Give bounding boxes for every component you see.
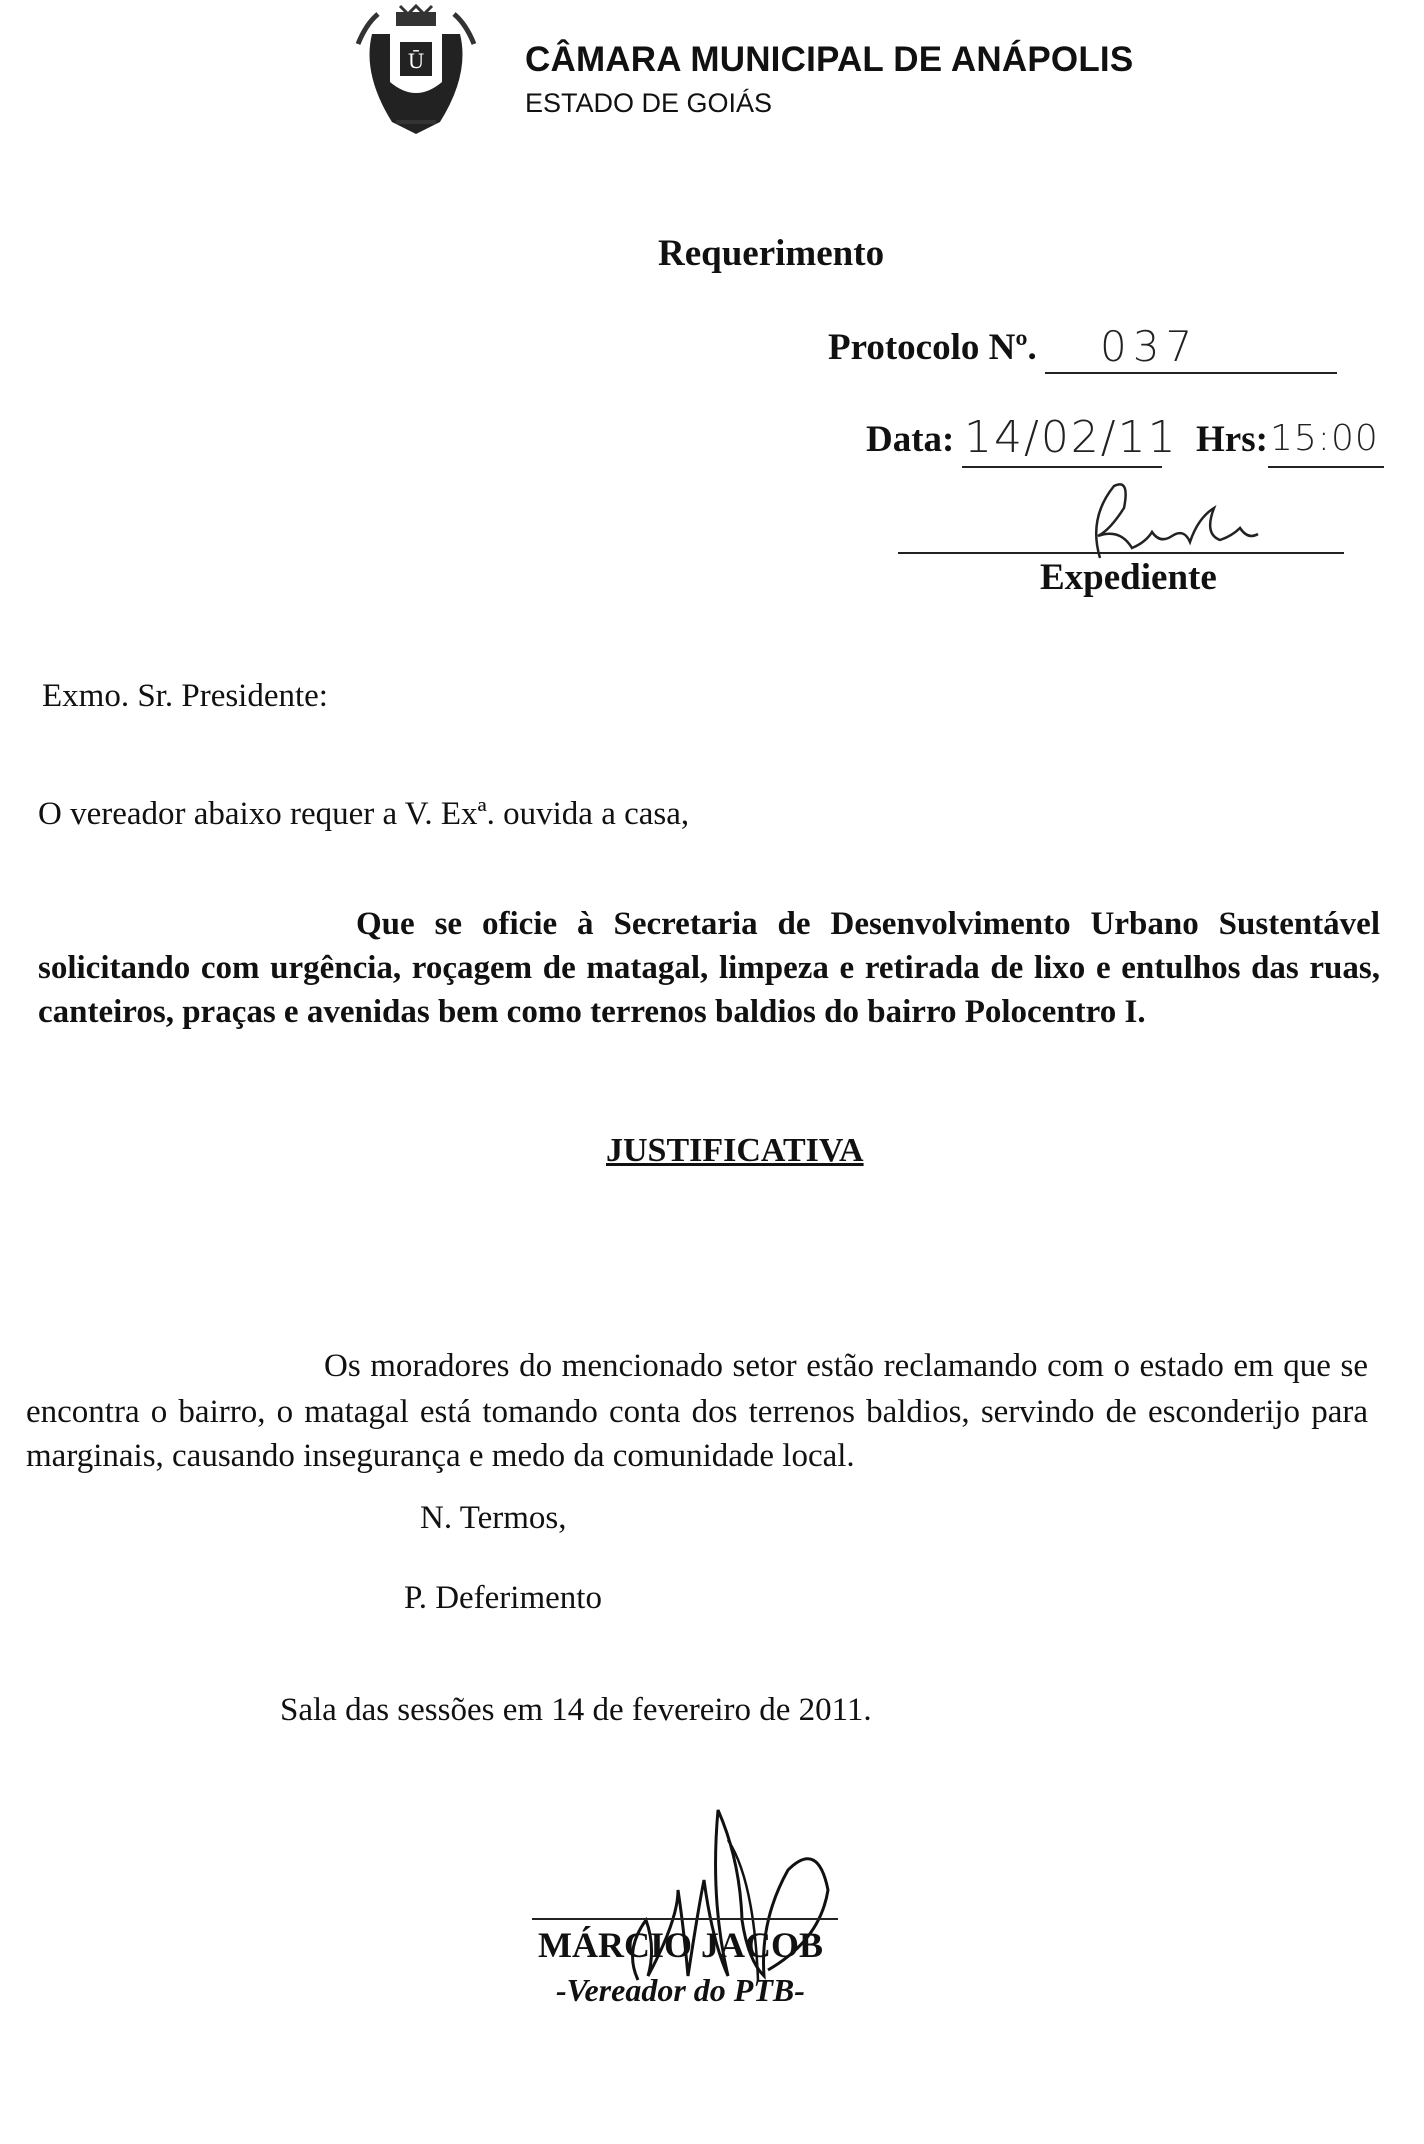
justification-line: marginais, causando insegurança e medo da comunidade local.: [26, 1438, 855, 1474]
signer-name: MÁRCIO JACOB: [538, 1925, 823, 1965]
signature-line: [532, 1918, 838, 1920]
request-line: canteiros, praças e avenidas bem como terrenos baldios do bairro Polocentro I.: [38, 994, 1146, 1030]
coat-of-arms-icon: [352, 4, 480, 140]
svg-text:Ū: Ū: [407, 49, 425, 73]
signer-role: -Vereador do PTB-: [556, 1972, 805, 2008]
date-value: 14/02/11: [964, 412, 1178, 463]
salutation: Exmo. Sr. Presidente:: [42, 678, 328, 714]
protocol-label: Protocolo Nº.: [828, 327, 1037, 368]
intro-text: O vereador abaixo requer a V. Exª. ouvida a casa,: [38, 796, 690, 832]
document-title: Requerimento: [658, 233, 885, 274]
session-date-line: Sala das sessões em 14 de fevereiro de 2011.: [280, 1692, 872, 1728]
organization-name: CÂMARA MUNICIPAL DE ANÁPOLIS: [525, 40, 1134, 79]
date-underline: [962, 466, 1162, 468]
protocol-value: 037: [1100, 322, 1199, 371]
justification-line: Os moradores do mencionado setor estão reclamando com o estado em que se: [324, 1348, 1368, 1384]
hours-label: Hrs:: [1196, 419, 1268, 460]
expediente-signature: [1080, 478, 1280, 564]
justification-heading: JUSTIFICATIVA: [606, 1132, 864, 1169]
closing-terms: N. Termos,: [420, 1500, 567, 1536]
protocol-underline: [1045, 372, 1337, 374]
hours-value: 15:00: [1270, 418, 1379, 459]
date-label: Data:: [866, 419, 955, 460]
hours-underline: [1268, 466, 1384, 468]
closing-request: P. Deferimento: [404, 1580, 602, 1616]
request-line: solicitando com urgência, roçagem de matagal, limpeza e retirada de lixo e entulhos das ruas,: [38, 950, 1380, 986]
justification-line: encontra o bairro, o matagal está tomando conta dos terrenos baldios, servindo de esconderijo para: [26, 1394, 1368, 1430]
request-line: Que se oficie à Secretaria de Desenvolvimento Urbano Sustentável: [356, 906, 1380, 942]
organization-state: ESTADO DE GOIÁS: [525, 88, 773, 118]
expediente-label: Expediente: [1040, 557, 1217, 598]
